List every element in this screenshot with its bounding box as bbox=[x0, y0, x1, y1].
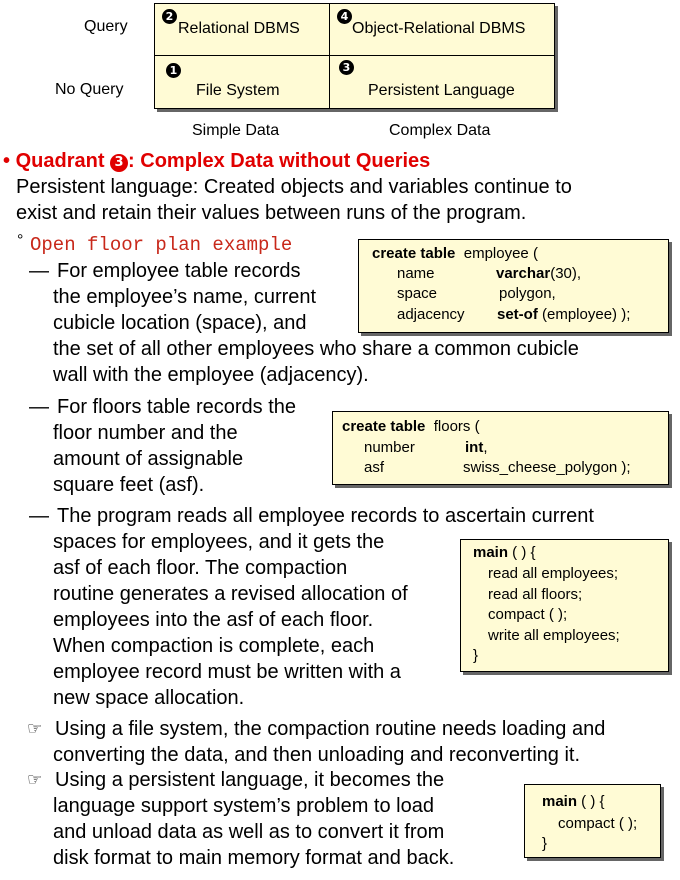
para5-line-1: Using a persistent language, it becomes the bbox=[55, 769, 445, 791]
heading-rest: : Complex Data without Queries bbox=[128, 150, 431, 172]
code-line: compact ( ); bbox=[488, 606, 568, 623]
hand-pointer-icon: ☞ bbox=[27, 770, 43, 790]
code-close-brace: } bbox=[542, 835, 548, 852]
section-heading bbox=[3, 149, 430, 174]
field-type: swiss_cheese_polygon ); bbox=[463, 459, 631, 476]
number-1-icon: 1 bbox=[166, 63, 181, 78]
sub-bullet-icon: ° bbox=[17, 232, 24, 249]
cell-label: Object-Relational DBMS bbox=[352, 20, 526, 37]
para2-line-4: square feet (asf). bbox=[53, 474, 205, 496]
para1-line-1: For employee table records bbox=[57, 260, 301, 282]
code-table-name: employee ( bbox=[463, 245, 538, 262]
hand-pointer-icon: ☞ bbox=[27, 719, 43, 739]
field-type-keyword: set-of bbox=[497, 306, 538, 323]
field-name: adjacency bbox=[397, 306, 465, 323]
cell-label: File System bbox=[196, 82, 280, 99]
field-name: number bbox=[364, 439, 415, 456]
floors-table-code-box bbox=[332, 411, 669, 485]
para1-line-4: the set of all other employees who share a common cubicle bbox=[53, 338, 579, 360]
cell-label: Persistent Language bbox=[368, 82, 515, 99]
main-program-code-box bbox=[460, 539, 669, 672]
field-type: (30), bbox=[550, 265, 582, 282]
dash-icon: — bbox=[29, 396, 49, 418]
para3-line-6: When compaction is complete, each bbox=[53, 635, 375, 657]
code-keyword: main bbox=[542, 793, 578, 810]
code-keyword: main bbox=[473, 544, 509, 561]
field-type: (employee) ); bbox=[537, 306, 631, 323]
code-line: write all employees; bbox=[488, 627, 620, 644]
para3-line-1: The program reads all employee records to ascertain current bbox=[57, 505, 594, 527]
para3-line-7: employee record must be written with a bbox=[53, 661, 401, 683]
cell-file-system bbox=[155, 56, 329, 108]
cell-label: Relational DBMS bbox=[178, 20, 300, 37]
para4-line-1: Using a file system, the compaction routine needs loading and bbox=[55, 718, 606, 740]
code-signature: ( ) { bbox=[577, 793, 605, 810]
cell-object-relational-dbms bbox=[330, 4, 554, 55]
para5-line-4: disk format to main memory format and back. bbox=[53, 847, 455, 869]
example-title: Open floor plan example bbox=[30, 234, 293, 256]
code-line: read all employees; bbox=[488, 565, 619, 582]
intro-line-1: Persistent language: Created objects and variables continue to bbox=[16, 176, 572, 198]
para4-line-2: converting the data, and then unloading and reconverting it. bbox=[53, 744, 581, 766]
col-label-simple: Simple Data bbox=[192, 122, 280, 139]
field-name: asf bbox=[364, 459, 385, 476]
para2-line-1: For floors table records the bbox=[57, 396, 296, 418]
field-type-keyword: int bbox=[465, 439, 484, 456]
heading-prefix: Quadrant bbox=[15, 150, 111, 172]
para3-line-3: asf of each floor. The compaction bbox=[53, 557, 348, 579]
code-line: compact ( ); bbox=[558, 815, 638, 832]
para3-line-8: new space allocation. bbox=[53, 687, 245, 709]
employee-table-code-box bbox=[358, 239, 669, 333]
para3-line-4: routine generates a revised allocation of bbox=[53, 583, 408, 605]
code-table-name: floors ( bbox=[433, 418, 480, 435]
number-2-icon: 2 bbox=[162, 9, 177, 24]
number-3-icon: 3 bbox=[339, 60, 354, 75]
number-4-icon: 4 bbox=[337, 9, 352, 24]
col-label-complex: Complex Data bbox=[389, 122, 491, 139]
main-compact-code-box bbox=[524, 784, 661, 858]
code-keyword: create table bbox=[342, 418, 426, 435]
row-label-no-query: No Query bbox=[55, 81, 124, 98]
para1-line-3: cubicle location (space), and bbox=[53, 312, 307, 334]
para1-line-5: wall with the employee (adjacency). bbox=[53, 364, 369, 386]
cell-persistent-language bbox=[330, 56, 554, 108]
cell-relational-dbms bbox=[155, 4, 329, 55]
para3-line-2: spaces for employees, and it gets the bbox=[53, 531, 385, 553]
code-line: read all floors; bbox=[488, 586, 583, 603]
para3-line-5: employees into the asf of each floor. bbox=[53, 609, 374, 631]
field-type: , bbox=[483, 439, 488, 456]
para1-line-2: the employee’s name, current bbox=[53, 286, 317, 308]
bullet-icon: • bbox=[3, 150, 11, 172]
code-signature: ( ) { bbox=[508, 544, 536, 561]
code-close-brace: } bbox=[473, 647, 479, 664]
field-type: polygon, bbox=[499, 285, 556, 302]
quadrant-grid bbox=[154, 3, 555, 109]
para2-line-2: floor number and the bbox=[53, 422, 238, 444]
para5-line-3: and unload data as well as to convert it from bbox=[53, 821, 445, 843]
para5-line-2: language support system’s problem to load bbox=[53, 795, 434, 817]
dash-icon: — bbox=[29, 505, 49, 527]
dash-icon: — bbox=[29, 260, 49, 282]
para2-line-3: amount of assignable bbox=[53, 448, 244, 470]
field-name: space bbox=[397, 285, 438, 302]
number-3-icon: 3 bbox=[110, 154, 128, 172]
intro-line-2: exist and retain their values between runs of the program. bbox=[16, 202, 527, 224]
code-keyword: create table bbox=[372, 245, 456, 262]
field-name: name bbox=[397, 265, 435, 282]
field-type-keyword: varchar bbox=[496, 265, 551, 282]
row-label-query: Query bbox=[84, 18, 128, 35]
